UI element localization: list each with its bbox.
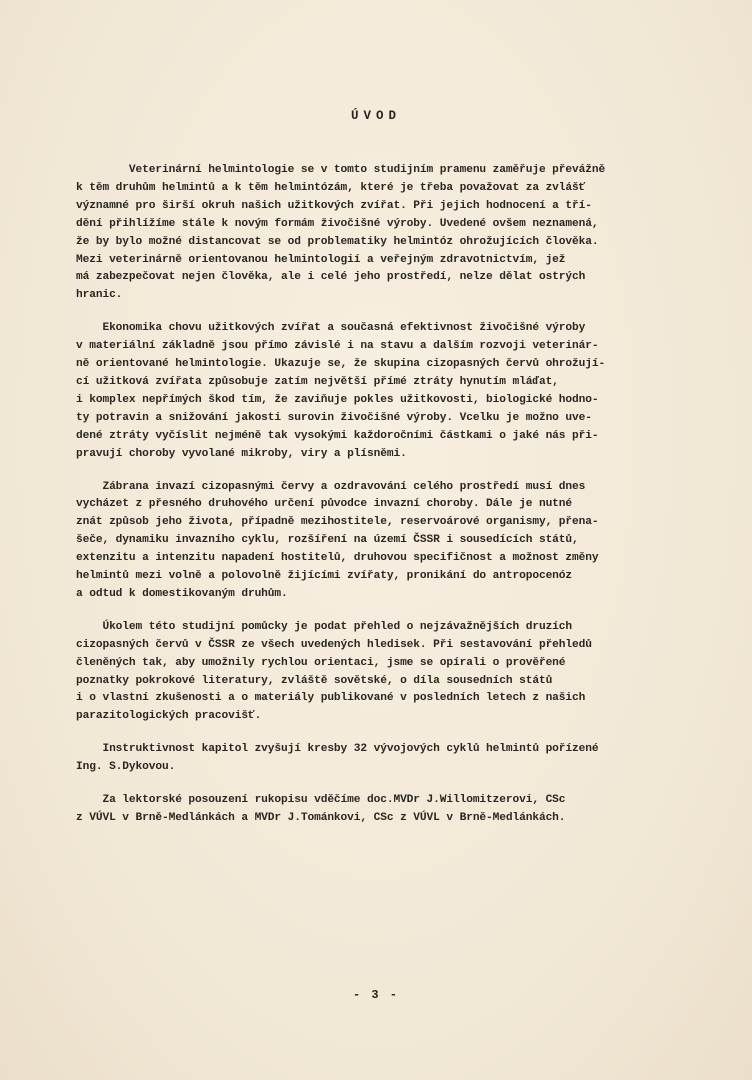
text-line: Zábrana invazí cizopasnými červy a ozdravování celého prostředí musí dnes xyxy=(76,480,586,493)
paragraph xyxy=(76,162,676,305)
text-line: má zabezpečovat nejen člověka, ale i celé jeho prostředí, nelze dělat ostrých xyxy=(76,271,586,284)
text-line: extenzitu a intenzitu napadení hostitelů, druhovou specifičnost a možnost změny xyxy=(76,552,599,565)
text-line: cizopasných červů v ČSSR ze všech uvedených hledisek. Při sestavování přehledů xyxy=(76,638,592,651)
text-line: vycházet z přesného druhového určení původce invazní choroby. Dále je nutné xyxy=(76,498,573,511)
text-line: Ing. S.Dykovou. xyxy=(76,761,176,774)
text-line: z VÚVL v Brně-Medlánkách a MVDr J.Tománkovi, CSc z VÚVL v Brně-Medlánkách. xyxy=(76,812,566,824)
paragraph xyxy=(76,792,676,828)
page-number: - 3 - xyxy=(352,988,399,1002)
text-line: Veterinární helmintologie se v tomto studijním pramenu zaměřuje převážně xyxy=(76,164,606,176)
body-text xyxy=(76,162,676,843)
text-line: že by bylo možné distancovat se od problematiky helmintóz ohrožujících člověka. xyxy=(76,235,599,248)
text-line: poznatky pokrokové literatury, zvláště sovětské, o díla sousedních států xyxy=(76,674,553,687)
text-line: ty potravin a snižování jakosti surovin živočišné výroby. Vcelku je možno uve- xyxy=(76,411,592,424)
text-line: Instruktivnost kapitol zvyšují kresby 32 vývojových cyklů helmintů pořízené xyxy=(76,743,599,756)
text-line: Mezi veterinárně orientovanou helmintologií a veřejným zdravotnictvím, jež xyxy=(76,253,566,266)
text-line: Ekonomika chovu užitkových zvířat a současná efektivnost živočišné výroby xyxy=(76,322,586,335)
paragraph xyxy=(76,320,676,463)
paragraph xyxy=(76,619,676,726)
text-line: znát způsob jeho života, případně mezihostitele, reservoárové organismy, přena- xyxy=(76,516,599,529)
text-line: významné pro širší okruh našich užitkových zvířat. Při jejich hodnocení a tří- xyxy=(76,199,592,212)
text-line: i o vlastní zkušenosti a o materiály publikované v posledních letech z našich xyxy=(76,692,586,705)
text-line: Za lektorské posouzení rukopisu vděčíme doc.MVDr J.Willomitzerovi, CSc xyxy=(76,794,566,807)
text-line: Úkolem této studijní pomůcky je podat přehled o nejzávažnějších druzích xyxy=(76,620,573,633)
text-line: hranic. xyxy=(76,289,123,302)
text-line: k těm druhům helmintů a k těm helmintózám, které je třeba považovat za zvlášť xyxy=(76,181,586,194)
paragraph xyxy=(76,741,676,777)
text-line: dění přihlížíme stále k novým formám živočišné výroby. Uvedené ovšem neznamená, xyxy=(76,217,599,230)
text-line: a odtud k domestikovaným druhům. xyxy=(76,587,288,600)
text-line: členěných tak, aby umožnily rychlou orientaci, jsme se opírali o prověřené xyxy=(76,656,566,669)
text-line: parazitologických pracovišť. xyxy=(76,710,262,723)
page-title: ÚVOD xyxy=(350,109,401,123)
paragraph xyxy=(76,479,676,604)
text-line: dené ztráty vyčíslit nejméně tak vysokými každoročními částkami o jaké nás při- xyxy=(76,429,599,442)
text-line: cí užitková zvířata způsobuje zatím největší přímé ztráty hynutím mláďat, xyxy=(76,375,559,388)
text-line: šeče, dynamiku invazního cyklu, rozšíření na území ČSSR i sousedících států, xyxy=(76,534,579,547)
text-line: v materiální základně jsou přímo závislé i na stavu a dalším rozvoji veterinár- xyxy=(76,340,599,353)
text-line: i komplex nepřímých škod tím, že zaviňuje pokles užitkovosti, biologické hodno- xyxy=(76,393,599,406)
text-line: pravují choroby vyvolané mikroby, viry a plísněmi. xyxy=(76,447,407,460)
text-line: ně orientované helmintologie. Ukazuje se, že skupina cizopasných červů ohrožují- xyxy=(76,358,606,371)
text-line: helmintů mezi volně a polovolně žijícími zvířaty, pronikání do antropocenóz xyxy=(76,570,573,583)
